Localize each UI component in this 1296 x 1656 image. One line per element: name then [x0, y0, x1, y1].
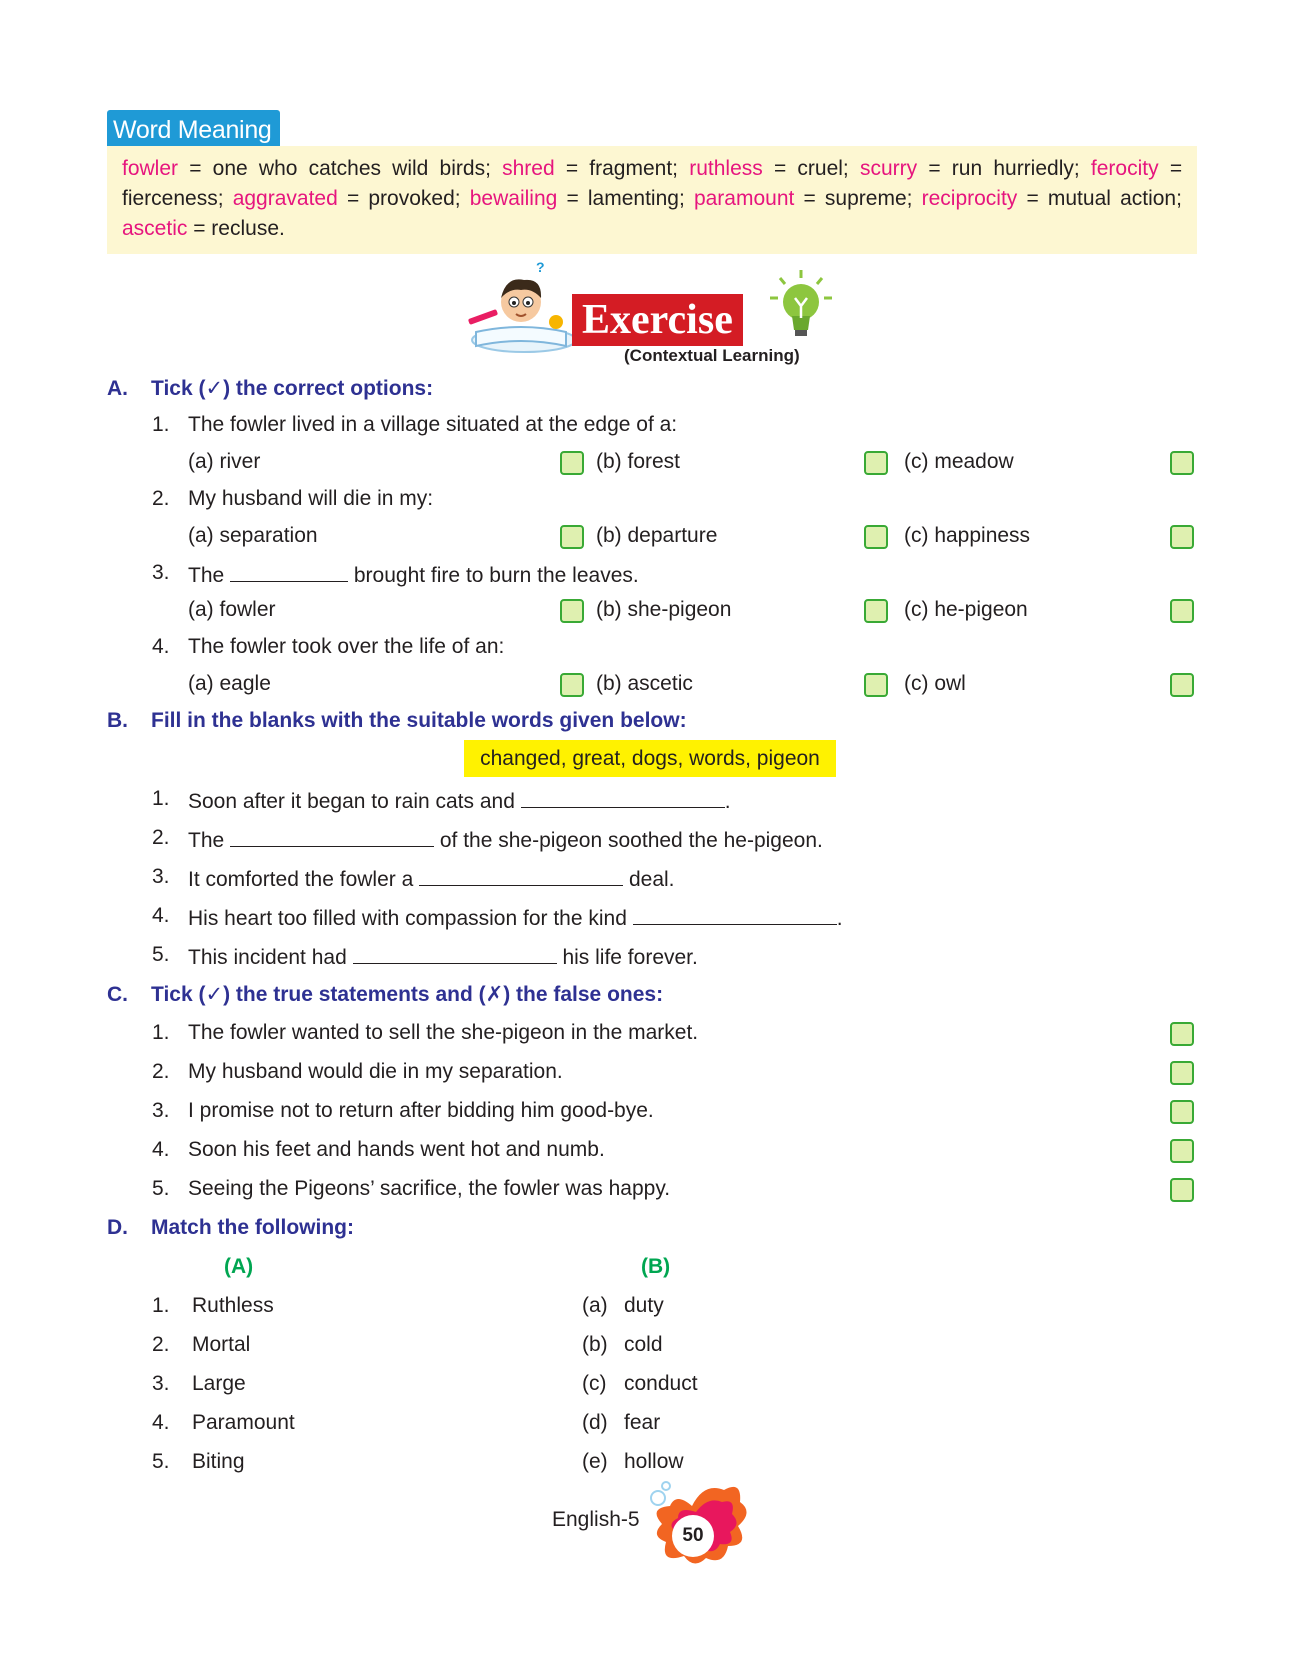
- glossary-word: ruthless: [689, 157, 763, 180]
- true-false-checkbox[interactable]: [1170, 1178, 1194, 1202]
- option-b: (b) forest: [596, 450, 681, 473]
- item-number: 2.: [152, 826, 170, 849]
- match-right-label: (d): [582, 1411, 608, 1434]
- fill-blank-sentence: [188, 865, 675, 892]
- sentence-start: This incident had: [188, 946, 347, 969]
- item-number: 1.: [152, 1021, 170, 1044]
- true-false-checkbox[interactable]: [1170, 1061, 1194, 1085]
- match-left-item: Large: [192, 1372, 246, 1395]
- match-right-label: (b): [582, 1333, 608, 1356]
- item-number: 3.: [152, 1372, 170, 1395]
- glossary-meaning: = fierceness;: [122, 157, 1183, 210]
- glossary-word: scurry: [859, 157, 918, 180]
- sentence-end: deal.: [628, 868, 675, 891]
- section-letter: A.: [107, 377, 128, 400]
- option-checkbox[interactable]: [864, 673, 888, 697]
- item-number: 4.: [152, 1411, 170, 1434]
- book-title: English-5: [552, 1508, 640, 1531]
- question-text-start: The: [188, 564, 225, 587]
- item-number: 5.: [152, 943, 170, 966]
- match-right-item: hollow: [624, 1450, 684, 1473]
- item-number: 1.: [152, 1294, 170, 1317]
- answer-blank[interactable]: [230, 826, 434, 847]
- option-checkbox[interactable]: [1170, 525, 1194, 549]
- section-a-heading: [107, 376, 433, 401]
- word-meaning-tab: Word Meaning: [107, 110, 280, 151]
- sentence-end: .: [724, 790, 731, 813]
- glossary-word: bewailing: [469, 187, 558, 210]
- fill-blank-sentence: [188, 904, 843, 931]
- option-a: (a) separation: [188, 524, 318, 547]
- glossary-meaning: = fragment;: [565, 157, 679, 180]
- match-left-item: Biting: [192, 1450, 245, 1473]
- question-text: [188, 561, 639, 588]
- option-a: (a) eagle: [188, 672, 271, 695]
- item-number: 1.: [152, 787, 170, 810]
- item-number: 2.: [152, 1333, 170, 1356]
- match-right-label: (e): [582, 1450, 608, 1473]
- glossary-word: ascetic: [122, 217, 188, 240]
- sentence-start: It comforted the fowler a: [188, 868, 414, 891]
- glossary-meaning: = supreme;: [803, 187, 913, 210]
- section-letter: D.: [107, 1216, 128, 1239]
- glossary-meaning: = cruel;: [773, 157, 849, 180]
- item-number: 4.: [152, 1138, 170, 1161]
- option-c: (c) he-pigeon: [904, 598, 1028, 621]
- item-number: 3.: [152, 865, 170, 888]
- answer-blank[interactable]: [633, 904, 837, 925]
- item-number: 5.: [152, 1177, 170, 1200]
- sentence-start: His heart too filled with compassion for the kind: [188, 907, 627, 930]
- true-false-checkbox[interactable]: [1170, 1100, 1194, 1124]
- answer-blank[interactable]: [353, 943, 557, 964]
- option-checkbox[interactable]: [1170, 599, 1194, 623]
- answer-blank[interactable]: [521, 787, 725, 808]
- glossary-meaning: = provoked;: [346, 187, 461, 210]
- student-reading-icon: [466, 262, 576, 358]
- option-checkbox[interactable]: [864, 599, 888, 623]
- exercise-heading: [466, 262, 846, 372]
- section-letter: B.: [107, 709, 128, 732]
- glossary-word: ferocity: [1090, 157, 1159, 180]
- statement-text: Seeing the Pigeons’ sacrifice, the fowler was happy.: [188, 1177, 671, 1200]
- item-number: 3.: [152, 1099, 170, 1122]
- section-title: Tick (✓) the true statements and (✗) the false ones:: [151, 983, 664, 1006]
- exercise-subtitle: (Contextual Learning): [624, 346, 800, 365]
- glossary-meaning: = run hurriedly;: [928, 157, 1080, 180]
- match-left-item: Paramount: [192, 1411, 295, 1434]
- match-right-label: (a): [582, 1294, 608, 1317]
- sentence-end: his life forever.: [562, 946, 698, 969]
- option-c: (c) meadow: [904, 450, 1014, 473]
- glossary-word: reciprocity: [921, 187, 1018, 210]
- option-checkbox[interactable]: [1170, 673, 1194, 697]
- option-b: (b) she-pigeon: [596, 598, 732, 621]
- glossary-word: shred: [502, 157, 555, 180]
- fill-blank-sentence: [188, 826, 823, 853]
- section-title: Fill in the blanks with the suitable words given below:: [151, 709, 687, 732]
- word-meaning-box: [107, 146, 1197, 254]
- statement-text: I promise not to return after bidding him good-bye.: [188, 1099, 654, 1122]
- word-bank: changed, great, dogs, words, pigeon: [464, 740, 836, 777]
- light-bulb-icon: [766, 268, 836, 348]
- question-number: 2.: [152, 487, 170, 510]
- item-number: 4.: [152, 904, 170, 927]
- option-checkbox[interactable]: [1170, 451, 1194, 475]
- sentence-start: The: [188, 829, 225, 852]
- question-number: 4.: [152, 635, 170, 658]
- true-false-checkbox[interactable]: [1170, 1139, 1194, 1163]
- sentence-start: Soon after it began to rain cats and: [188, 790, 515, 813]
- true-false-checkbox[interactable]: [1170, 1022, 1194, 1046]
- option-b: (b) ascetic: [596, 672, 693, 695]
- statement-text: My husband would die in my separation.: [188, 1060, 563, 1083]
- option-b: (b) departure: [596, 524, 718, 547]
- question-text: The fowler lived in a village situated at the edge of a:: [188, 413, 678, 436]
- option-checkbox[interactable]: [560, 673, 584, 697]
- match-right-label: (c): [582, 1372, 607, 1395]
- item-number: 5.: [152, 1450, 170, 1473]
- section-title: Tick (✓) the correct options:: [151, 377, 434, 400]
- option-c: (c) happiness: [904, 524, 1031, 547]
- match-left-item: Mortal: [192, 1333, 251, 1356]
- section-title: Match the following:: [151, 1216, 354, 1239]
- glossary-meaning: = recluse.: [193, 217, 285, 240]
- page-number: 50: [672, 1515, 714, 1557]
- match-right-item: conduct: [624, 1372, 698, 1395]
- statement-text: The fowler wanted to sell the she-pigeon in the market.: [188, 1021, 699, 1044]
- option-a: (a) river: [188, 450, 261, 473]
- answer-blank[interactable]: [419, 865, 623, 886]
- glossary-meaning: = mutual action;: [1026, 187, 1182, 210]
- column-b-heading: (B): [641, 1255, 671, 1278]
- svg-text:?: ?: [536, 262, 545, 275]
- question-number: 3.: [152, 561, 170, 584]
- glossary-word: fowler: [122, 157, 179, 180]
- glossary-word: aggravated: [232, 187, 338, 210]
- fill-blank-sentence: [188, 787, 731, 814]
- item-number: 2.: [152, 1060, 170, 1083]
- option-c: (c) owl: [904, 672, 966, 695]
- option-checkbox[interactable]: [560, 451, 584, 475]
- option-checkbox[interactable]: [560, 525, 584, 549]
- question-number: 1.: [152, 413, 170, 436]
- glossary-word: paramount: [693, 187, 795, 210]
- match-right-item: fear: [624, 1411, 661, 1434]
- match-right-item: cold: [624, 1333, 663, 1356]
- option-checkbox[interactable]: [864, 525, 888, 549]
- section-c-heading: [107, 982, 663, 1007]
- option-checkbox[interactable]: [864, 451, 888, 475]
- glossary-meaning: = lamenting;: [566, 187, 685, 210]
- fill-blank-sentence: [188, 943, 698, 970]
- section-letter: C.: [107, 983, 128, 1006]
- answer-blank[interactable]: [230, 561, 348, 582]
- question-text-end: brought fire to burn the leaves.: [353, 564, 639, 587]
- glossary-meaning: = one who catches wild birds;: [189, 157, 491, 180]
- match-left-item: Ruthless: [192, 1294, 274, 1317]
- section-d-heading: [107, 1216, 354, 1240]
- section-b-heading: [107, 709, 687, 733]
- option-a: (a) fowler: [188, 598, 276, 621]
- sentence-end: of the she-pigeon soothed the he-pigeon.: [439, 829, 823, 852]
- question-text: The fowler took over the life of an:: [188, 635, 505, 658]
- option-checkbox[interactable]: [560, 599, 584, 623]
- exercise-title: Exercise: [572, 294, 743, 346]
- sentence-end: .: [836, 907, 843, 930]
- match-right-item: duty: [624, 1294, 664, 1317]
- question-text: My husband will die in my:: [188, 487, 434, 510]
- column-a-heading: (A): [224, 1255, 254, 1278]
- statement-text: Soon his feet and hands went hot and numb.: [188, 1138, 605, 1161]
